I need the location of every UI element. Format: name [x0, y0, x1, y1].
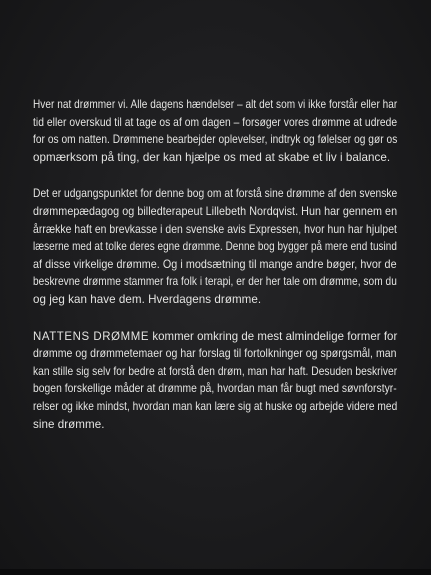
text-line: Hver nat drømmer vi. Alle dagens hændelser – alt det som vi ikke forstår eller har: [33, 98, 398, 111]
cover-bottom-edge: [0, 569, 431, 575]
text-fragment: kommer omkring de mest almindelige former for: [149, 329, 398, 343]
paragraph-intro: [33, 96, 397, 166]
book-title: NATTENS DRØMME: [33, 329, 150, 343]
paragraph-author: [33, 185, 397, 308]
text-line: årrække haft en brevkasse i den svenske avis Expressen, hvor hun har hjulpet: [33, 222, 397, 236]
back-cover-text: [33, 96, 397, 452]
text-line: tid eller overskud til at tage os af om dagen – forsøger vores drømme at udrede: [33, 115, 398, 129]
text-line: af disse virkelige drømme. Og i modsætning til mange andre bøger, hvor de: [33, 257, 397, 271]
text-line: og jeg kan have dem. Hverdagens drømme.: [33, 292, 262, 306]
text-line: drømme og drømmetemaer og har forslag til fortolkninger og spørgsmål, man: [33, 347, 397, 361]
text-line: sine drømme.: [33, 417, 105, 431]
text-line: Det er udgangspunktet for denne bog om at forstå sine drømme af den svenske: [33, 187, 398, 201]
text-line: opmærksom på ting, der kan hjælpe os med at skabe et liv i balance.: [33, 150, 391, 164]
text-line: [33, 328, 398, 346]
text-line: relser og ikke mindst, hvordan man kan lære sig at huske og arbejde videre med: [33, 399, 398, 413]
paragraph-book-summary: [33, 328, 397, 434]
text-line: læserne med at tolke deres egne drømme. Denne bog bygger på mere end tusind: [33, 240, 397, 254]
text-line: drømmepædagog og billedterapeut Lillebeth Nordqvist. Hun har gennem en: [33, 204, 398, 218]
text-line: kan stille sig selv for bedre at forstå den drøm, man har haft. Desuden beskriver: [33, 364, 398, 378]
text-line: beskrevne drømme stammer fra folk i terapi, er der her tale om drømme, som du: [33, 275, 397, 289]
text-line: for os om natten. Drømmene bearbejder oplevelser, indtryk og følelser og gør os: [33, 133, 398, 147]
text-line: bogen forskellige måder at drømme på, hvordan man får bugt med søvnforstyr-: [33, 382, 397, 396]
